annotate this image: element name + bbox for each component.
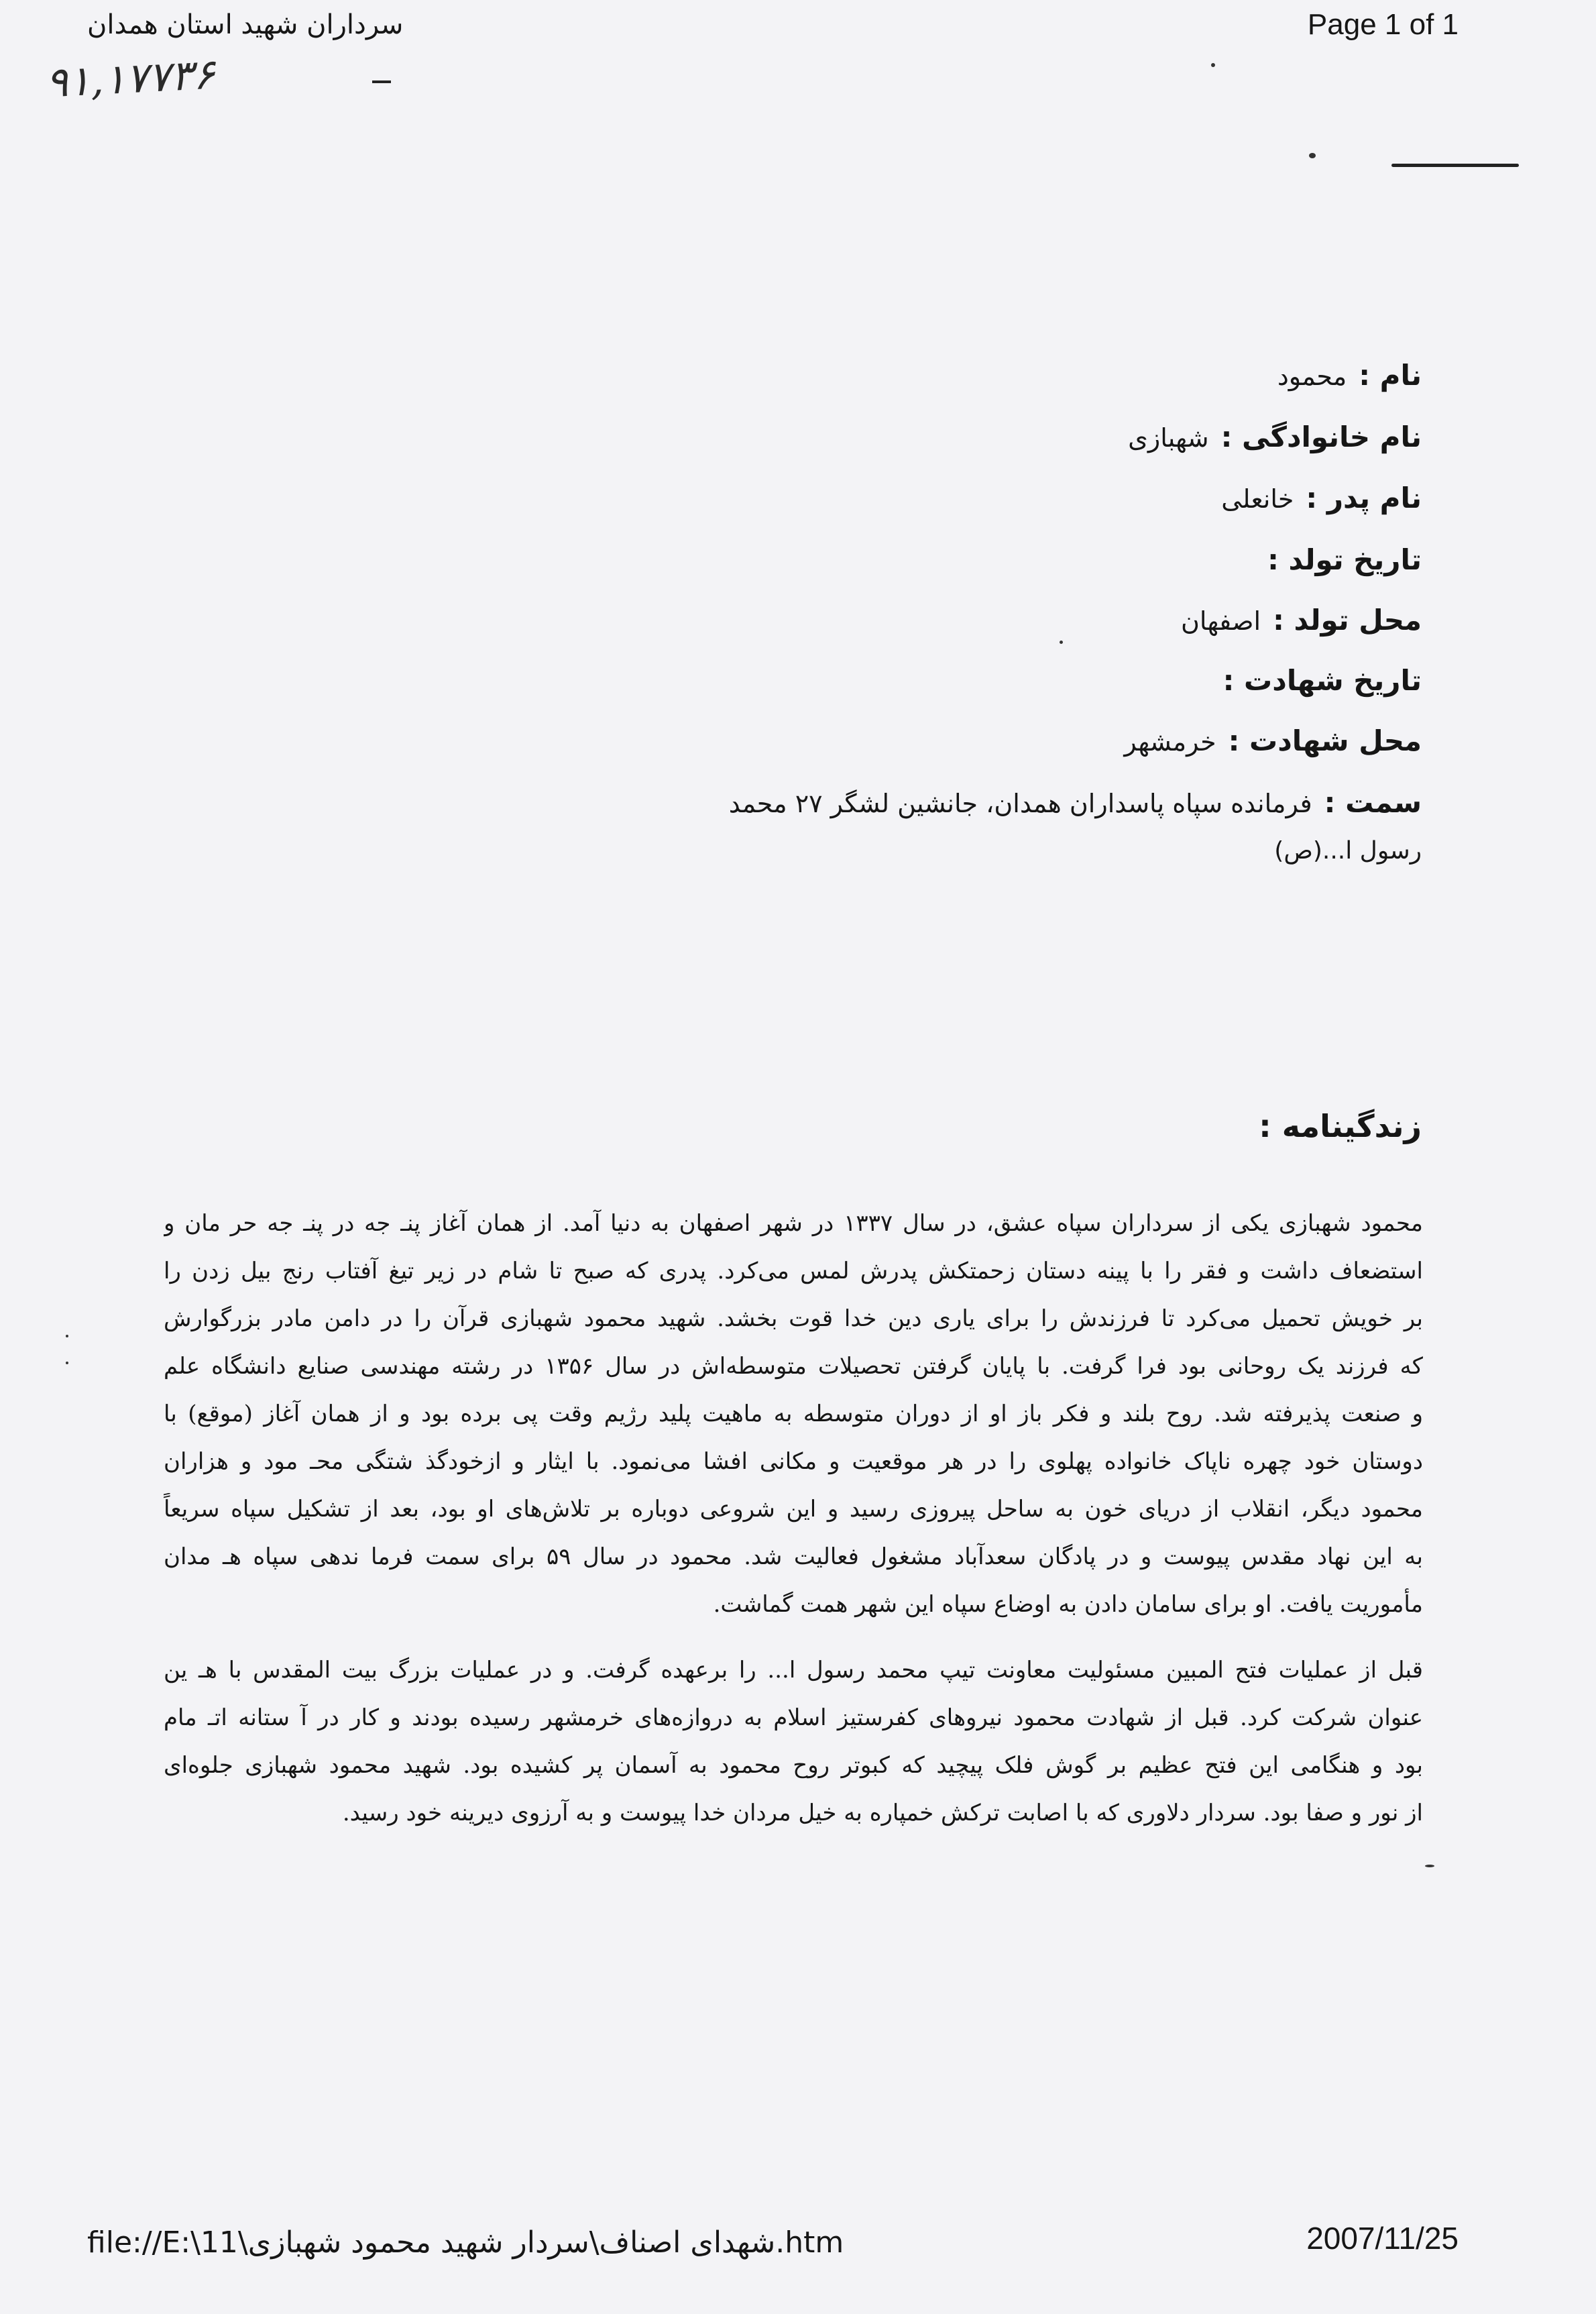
biography-line: محمود شهبازی یکی از سرداران سپاه عشق، در سال ۱۳۳۷ در شهر اصفهان به دنیا آمد. از همان آغاز پنـ جه در پنـ جه حر مان و: [164, 1210, 1423, 1237]
biography-line: مأموریت یافت. او برای سامان دادن به اوضاع سپاه این شهر همت گماشت.: [713, 1591, 1423, 1618]
handwritten-number: ۹۱,۱۷۷۳۶: [44, 49, 217, 107]
ink-mark: [1391, 164, 1519, 167]
field-position-value-line2: رسول ا...(ص): [1274, 837, 1422, 865]
field-birth-date: [1255, 543, 1422, 576]
field-father-name-label: نام پدر :: [1306, 482, 1422, 514]
ink-speck: [1211, 63, 1215, 67]
field-father-name: [1221, 482, 1422, 514]
field-martyrdom-date-label: تاریخ شهادت :: [1222, 664, 1422, 697]
biography-line: قبل از عملیات فتح المبین مسئولیت معاونت تیپ محمد رسول ا... را برعهده گرفت. و در عملیات بزرگ بیت المقدس با هـ ین: [164, 1657, 1423, 1684]
ink-mark: [372, 80, 391, 83]
biography-line: از نور و صفا بود. سردار دلاوری که با اصابت ترکش خمپاره به خیل مردان خدا پیوست و به آرزوی دیرینه خود رسید.: [342, 1800, 1423, 1826]
ink-speck: [1425, 1865, 1434, 1867]
biography-line: بود و هنگامی این فتح عظیم بر گوش فلک پیچید که کبوتر روح محمود به آسمان پر کشیده بود. شهید محمود شهبازی جلوه‌ای: [164, 1752, 1423, 1779]
biography-line: عنوان شرکت کرد. قبل از شهادت محمود نیروهای کفرستیز اسلام به دروازه‌های خرمشهر رسیده بودند و کار در آ ستانه اتـ مام: [164, 1704, 1423, 1731]
biography-line: استضعاف داشت و فقر را با پینه دستان زحمتکش پدرش لمس می‌کرد. پدری که صبح تا شام در زیر تیغ آفتاب رنج بیل زدن را: [164, 1258, 1423, 1284]
field-name-value: محمود: [1277, 362, 1347, 391]
field-name-label: نام :: [1359, 359, 1422, 392]
biography-line: که فرزند یک روحانی بود فرا گرفت. با پایان گرفتن تحصیلات متوسطه‌اش در سال ۱۳۵۶ در رشته مهندسی صنایع دانشگاه علم: [164, 1353, 1423, 1380]
field-position: [729, 786, 1422, 819]
biography-line: به این نهاد مقدس پیوست و در پادگان سعدآباد مشغول فعالیت شد. محمود در سال ۵۹ برای سمت فرما ندهی سپاه هـ مدان: [164, 1543, 1423, 1570]
field-birth-place-value: اصفهان: [1181, 606, 1261, 636]
biography-line: و صنعت پذیرفته شد. روح بلند و فکر باز او از دوران متوسطه به ماهیت پلید رژیم وقت پی برده بود و از همان آغاز (موقع) با: [164, 1400, 1423, 1427]
site-title: سرداران شهید استان همدان: [87, 9, 404, 40]
field-martyrdom-place-label: محل شهادت :: [1228, 724, 1422, 757]
biography-heading: زندگینامه :: [1259, 1108, 1422, 1144]
field-martyrdom-place-value: خرمشهر: [1124, 727, 1216, 757]
biography-line: محمود دیگر، انقلاب از دریای خون به ساحل پیروزی رسید و این شروعی دوباره بر تلاش‌های او بود، بعد از تشکیل سپاه سریعاً: [164, 1496, 1423, 1523]
biography-line: بر خویش تحمیل می‌کرد تا فرزندش را برای یاری دین خدا قوت بخشد. شهید محمود شهبازی قرآن را در دامن مادر بزرگوارش: [164, 1305, 1423, 1332]
field-family-name: [1128, 421, 1422, 453]
biography-line: دوستان خود چهره ناپاک خانواده پهلوی را در هر موقعیت و مکانی افشا می‌نمود. با ایثار و ازخودگذ شتگی محـ مود و هزاران: [164, 1448, 1423, 1475]
field-family-name-value: شهبازی: [1128, 423, 1209, 453]
field-name: [1277, 359, 1422, 392]
field-position-value: فرمانده سپاه پاسداران همدان، جانشین لشگر ۲۷ محمد: [728, 789, 1312, 818]
ink-speck: [66, 1335, 68, 1337]
field-birth-date-label: تاریخ تولد :: [1267, 543, 1422, 576]
footer-date: 2007/11/25: [1306, 2221, 1459, 2256]
field-family-name-label: نام خانوادگی :: [1220, 421, 1422, 453]
field-birth-place-label: محل تولد :: [1273, 604, 1422, 637]
field-position-label: سمت :: [1324, 786, 1422, 819]
field-martyrdom-date: [1211, 664, 1422, 697]
field-father-name-value: خانعلی: [1221, 484, 1294, 514]
ink-speck: [1309, 153, 1316, 158]
footer-file-path: file://E:\11\شهدای اصناف\سردار شهید محمود شهبازی.htm: [87, 2225, 844, 2260]
ink-speck: [66, 1362, 68, 1364]
page-indicator: Page 1 of 1: [1307, 8, 1459, 41]
ink-speck: [1060, 641, 1063, 644]
field-birth-place: [1181, 604, 1422, 637]
field-martyrdom-place: [1124, 724, 1422, 757]
